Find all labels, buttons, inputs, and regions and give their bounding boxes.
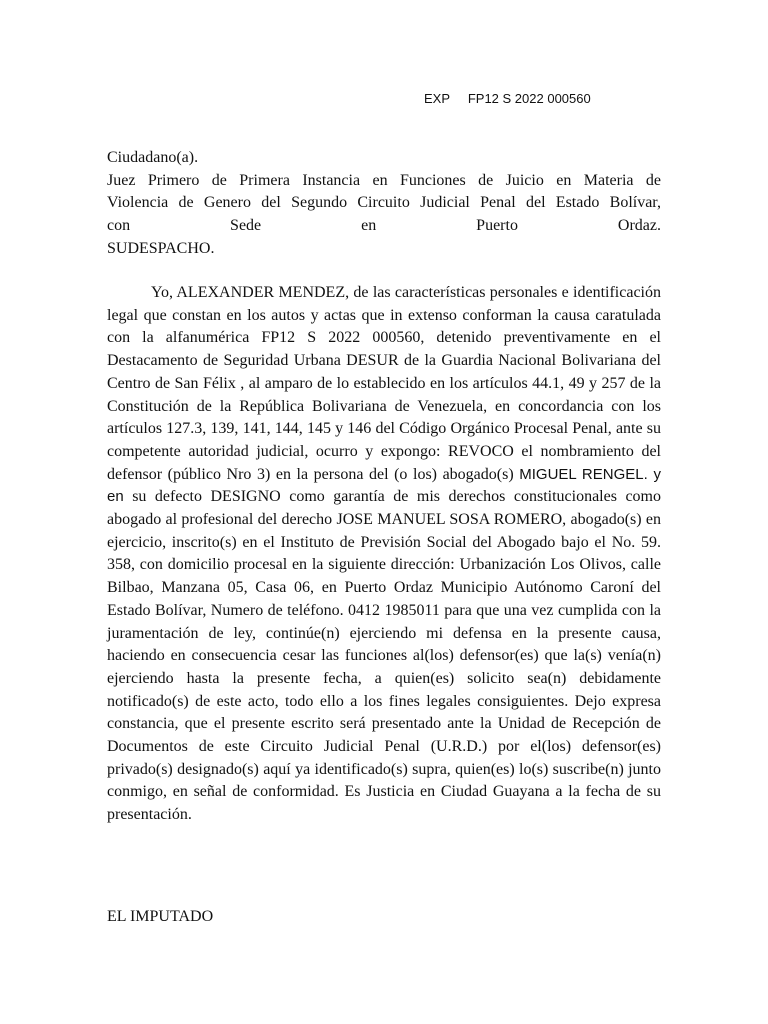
signature-label: EL IMPUTADO xyxy=(107,908,214,925)
exp-label: EXP xyxy=(424,91,450,106)
exp-number: FP12 S 2022 000560 xyxy=(467,91,591,106)
addressee-line-1: Ciudadano(a). xyxy=(107,149,199,166)
case-number-header xyxy=(424,91,591,106)
addressee-line-5: SUDESPACHO. xyxy=(107,239,215,257)
defensor-name: MIGUEL RENGEL. y en xyxy=(107,465,662,506)
body-part-1: Yo, ALEXANDER MENDEZ, de las características personales e identificación legal que constan en los autos y actas que in extenso conforman la causa caratulada con la alfanumérica FP12 S 2022 000560, detenido preventivamente en el Destacamento de Seguridad Urbana DESUR de la Guardia Nacional Bolivariana del Centro de San Félix , al amparo de lo establecido en los artículos 44.1, 49 y 257 de la Constitución de la República Bolivariana de Venezuela, en concordancia con los artículos 127.3, 139, 141, 144, 145 y 146 del Código Orgánico Procesal Penal, ante su competente autoridad judicial, ocurro y expongo: REVOCO el nombramiento del defensor (público Nro 3) en la persona del (o los) abogado(s) xyxy=(107,284,661,483)
addressee-line-4: con Sede en Puerto Ordaz. xyxy=(107,217,661,235)
addressee-line-3: Violencia de Genero del Segundo Circuito Judicial Penal del Estado Bolívar, xyxy=(107,194,661,212)
addressee-line-2: Juez Primero de Primera Instancia en Funciones de Juicio en Materia de xyxy=(107,171,661,189)
body-part-2: su defecto DESIGNO como garantía de mis derechos constitucionales como abogado al profesional del derecho JOSE MANUEL SOSA ROMERO, abogado(s) en ejercicio, inscrito(s) en el Instituto de Previsión Social del Abogado bajo el No. 59. 358, con domicilio procesal en la siguiente dirección: Urbanización Los Olivos, calle Bilbao, Manzana 05, Casa 06, en Puerto Ordaz Municipio Autónomo Caroní del Estado Bolívar, Numero de teléfono. 0412 1985011 para que una vez cumplida con la juramentación de ley, continúe(n) ejerciendo mi defensa en la presente causa, haciendo en consecuencia cesar las funciones al(los) defensor(es) que la(s) venía(n) ejerciendo hasta la presente fecha, a quien(es) solicito sea(n) debidamente notificado(s) de este acto, todo ello a los fines legales consiguientes. Dejo expresa constancia, que el presente escrito será presentado ante la Unidad de Recepción de Documentos de este Circuito Judicial Penal (U.R.D.) por el(los) defensor(es) privado(s) designado(s) aquí ya identificado(s) supra, quien(es) lo(s) suscribe(n) junto conmigo, en señal de conformidad. Es Justicia en Ciudad Guayana a la fecha de su presentación. xyxy=(107,488,661,824)
addressee-block xyxy=(107,147,661,261)
body-paragraph xyxy=(107,282,661,827)
